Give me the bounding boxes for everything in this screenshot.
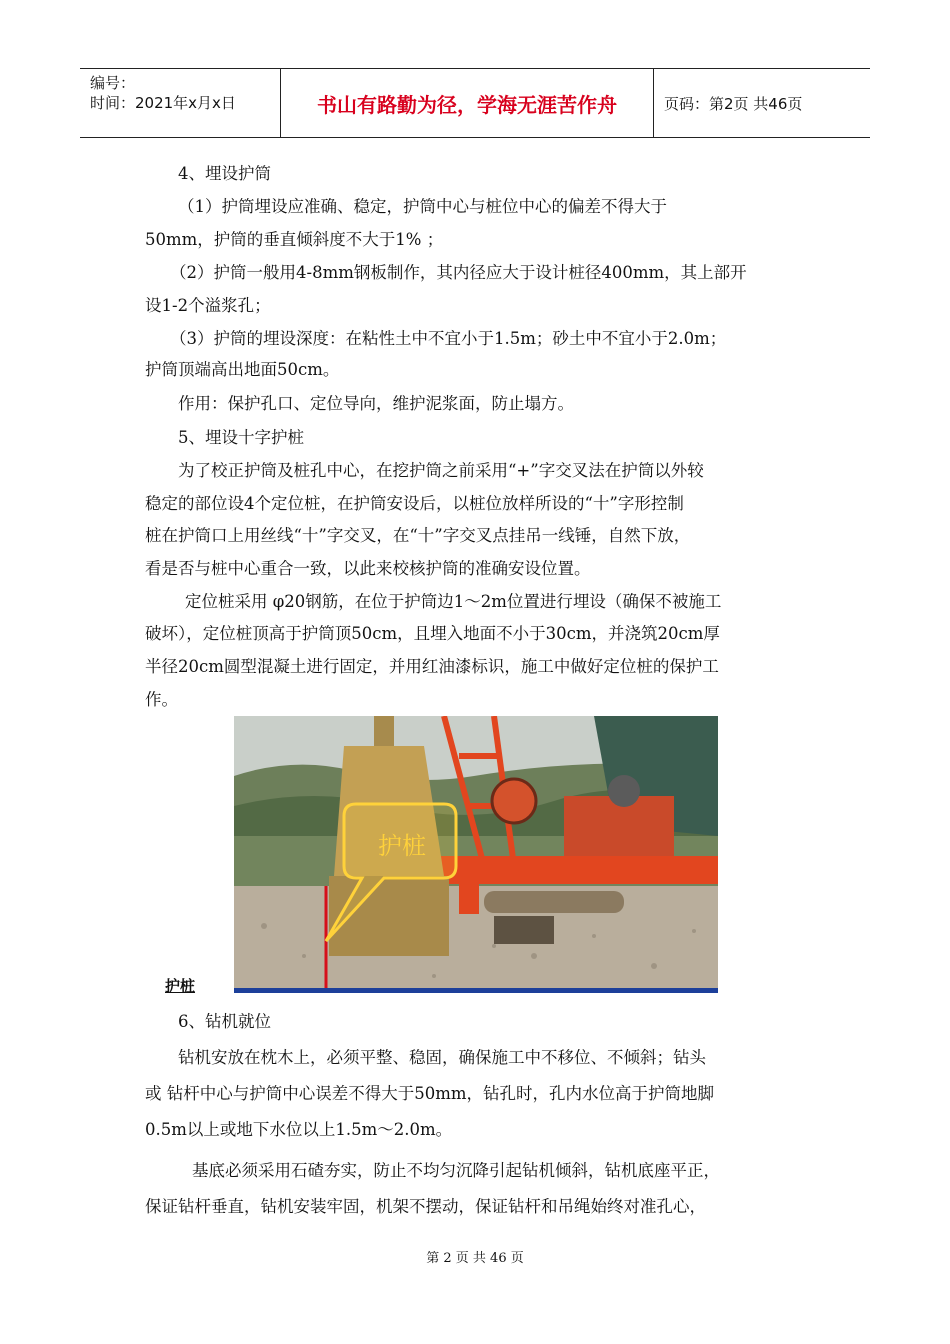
paragraph: 钻机安放在枕木上，必须平整、稳固，确保施工中不移位、不倾斜；钻头 bbox=[178, 1048, 706, 1067]
paragraph: （3）护筒的埋设深度：在粘性土中不宜小于1.5m；砂土中不宜小于2.0m； bbox=[170, 329, 727, 348]
paragraph: 为了校正护筒及桩孔中心，在挖护筒之前采用“+”字交叉法在护筒以外较 bbox=[178, 461, 704, 480]
paragraph: 破坏），定位桩顶高于护筒顶50cm，且埋入地面不小于30cm，并浇筑20cm厚 bbox=[145, 624, 720, 643]
header-motto: 书山有路勤为径，学海无涯苦作舟 bbox=[281, 69, 654, 137]
paragraph: 0.5m以上或地下水位以上1.5m～2.0m。 bbox=[145, 1120, 453, 1139]
paragraph: 50mm，护筒的垂直倾斜度不大于1% ； bbox=[145, 230, 444, 249]
photo-caption: 护桩 bbox=[165, 977, 196, 995]
paragraph: 设1-2个溢浆孔； bbox=[145, 296, 271, 315]
paragraph: 稳定的部位设4个定位桩，在护筒安设后，以桩位放样所设的“十”字形控制 bbox=[145, 494, 684, 513]
photo-bottom-bar bbox=[234, 988, 718, 993]
header-meta bbox=[80, 69, 281, 137]
paragraph: 作用：保护孔口、定位导向，维护泥浆面，防止塌方。 bbox=[178, 394, 574, 413]
serial-label: 编号： bbox=[90, 74, 136, 92]
paragraph: 保证钻杆垂直，钻机安装牢固，机架不摆动，保证钻杆和吊绳始终对准孔心， bbox=[145, 1197, 706, 1216]
section-4-title: 4、埋设护筒 bbox=[178, 164, 271, 183]
section-5-title: 5、埋设十字护桩 bbox=[178, 428, 304, 447]
paragraph: 定位桩采用 φ20钢筋，在位于护筒边1～2m位置进行埋设（确保不被施工 bbox=[185, 592, 722, 611]
page-header bbox=[80, 68, 870, 138]
paragraph: （1）护筒埋设应准确、稳定，护筒中心与桩位中心的偏差不得大于 bbox=[178, 197, 667, 216]
paragraph: 看是否与桩中心重合一致，以此来校核护筒的准确安设位置。 bbox=[145, 559, 591, 578]
page-footer: 第 2 页 共 46 页 bbox=[426, 1251, 524, 1266]
paragraph: 桩在护筒口上用丝线“十”字交叉，在“十”字交叉点挂吊一线锤，自然下放， bbox=[145, 526, 691, 545]
paragraph: 或 钻杆中心与护筒中心误差不得大于50mm，钻孔时，孔内水位高于护筒地脚 bbox=[145, 1084, 715, 1103]
paragraph: 半径20cm圆型混凝土进行固定，并用红油漆标识，施工中做好定位桩的保护工 bbox=[145, 657, 719, 676]
paragraph: 护筒顶端高出地面50cm。 bbox=[145, 360, 340, 379]
date-label: 时间：2021年x月x日 bbox=[90, 94, 236, 112]
header-page-info: 页码：第2页 共46页 bbox=[664, 94, 803, 113]
paragraph: 作。 bbox=[145, 690, 178, 709]
photo-callout-label: 护桩 bbox=[378, 832, 426, 860]
construction-photo bbox=[234, 716, 718, 990]
paragraph: （2）护筒一般用4-8mm钢板制作，其内径应大于设计桩径400mm，其上部开 bbox=[170, 263, 747, 282]
section-6-title: 6、钻机就位 bbox=[178, 1012, 271, 1031]
paragraph: 基底必须采用石碴夯实，防止不均匀沉降引起钻机倾斜，钻机底座平正， bbox=[192, 1161, 720, 1180]
